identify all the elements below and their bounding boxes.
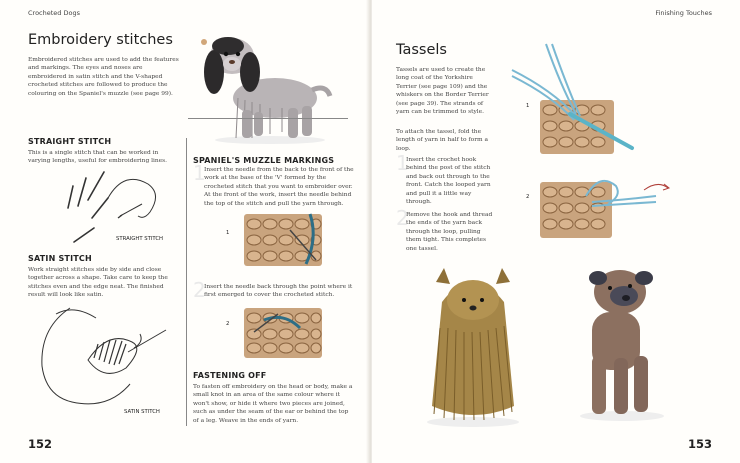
divider-vertical	[186, 138, 187, 426]
tassel-diagram-2-label: 2	[526, 194, 530, 200]
satin-stitch-label: SATIN STITCH	[124, 409, 160, 415]
page-title-right: Tassels	[396, 42, 447, 58]
running-head-left: Crocheted Dogs	[28, 9, 80, 17]
page-number-left: 152	[28, 437, 53, 451]
muzzle-diagram-2-label: 2	[226, 321, 230, 327]
yorkshire-terrier-photo	[420, 268, 526, 428]
spaniel-photo	[190, 28, 340, 148]
tassel-diagram-1	[510, 40, 660, 160]
fastening-off-heading: FASTENING OFF	[193, 371, 267, 380]
muzzle-diagram-2	[244, 306, 324, 360]
muzzle-diagram-1-label: 1	[226, 230, 230, 236]
muzzle-step-1-number: 1	[193, 161, 206, 185]
page-title-left: Embroidery stitches	[28, 32, 173, 48]
page-number-right: 153	[687, 437, 712, 451]
fastening-off-text: To fasten off embroidery on the head or body, make a small knot in an area of the same colour where it won't show, or hide it where two pieces are joined, such as under the seam of the ear or behind the top of a leg. Weave in the ends of yarn.	[193, 384, 353, 424]
right-page	[372, 0, 740, 463]
divider-top	[188, 118, 348, 119]
satin-stitch-text: Work straight stitches side by side and close together across a shape. Take care to keep the stitches even and the edge neat. The finished result will look like satin.	[28, 267, 168, 299]
satin-stitch-heading: SATIN STITCH	[28, 254, 92, 263]
muzzle-step-2-text: Insert the needle back through the point where it first emerged to cover the crocheted stitch.	[204, 284, 353, 299]
satin-stitch-diagram	[36, 300, 176, 410]
straight-stitch-label: STRAIGHT STITCH	[116, 236, 164, 242]
straight-stitch-text: This is a single stitch that can be worked in varying lengths, useful for embroidering lines.	[28, 150, 168, 165]
intro-text-left: Embroidered stitches are used to add the features and markings. The eyes and noses are embroidered in satin stitch and the V-shaped crocheted stitches are followed to produce the colouring on the Spaniel's muzzle (see page 99).	[28, 57, 179, 97]
border-terrier-photo	[568, 262, 682, 422]
tassel-diagram-2	[536, 172, 676, 242]
muzzle-diagram-1	[244, 212, 324, 270]
left-page	[0, 0, 368, 463]
tassel-step-2-number: 2	[396, 206, 409, 230]
tassel-step-1-number: 1	[396, 151, 409, 175]
running-head-right: Finishing Touches	[655, 9, 712, 17]
straight-stitch-heading: STRAIGHT STITCH	[28, 137, 112, 146]
tassel-diagram-1-label: 1	[526, 103, 530, 109]
intro-text-right: Tassels are used to create the long coat of the Yorkshire Terrier (see page 109) and the whiskers on the Border Terrier (see page 39). The strands of yarn can be trimmed to style.	[396, 67, 489, 116]
muzzle-step-1-text: Insert the needle from the back to the front of the work at the base of the 'V' formed by the crocheted stitch that you want to embroider over. At the front of the work, insert the needle behind the top of the stitch and pull the yarn through.	[204, 167, 354, 207]
tassel-step-1-text: Insert the crochet hook behind the post of the stitch and back out through to the front. Catch the looped yarn and pull it a little way through.	[406, 157, 491, 206]
attach-text: To attach the tassel, fold the length of yarn in half to form a loop.	[396, 129, 488, 152]
spaniel-muzzle-heading: SPANIEL'S MUZZLE MARKINGS	[193, 156, 335, 165]
tassel-step-2-text: Remove the hook and thread the ends of the yarn back through the loop, pulling them tight. This completes one tassel.	[406, 212, 493, 252]
muzzle-step-2-number: 2	[193, 278, 206, 302]
